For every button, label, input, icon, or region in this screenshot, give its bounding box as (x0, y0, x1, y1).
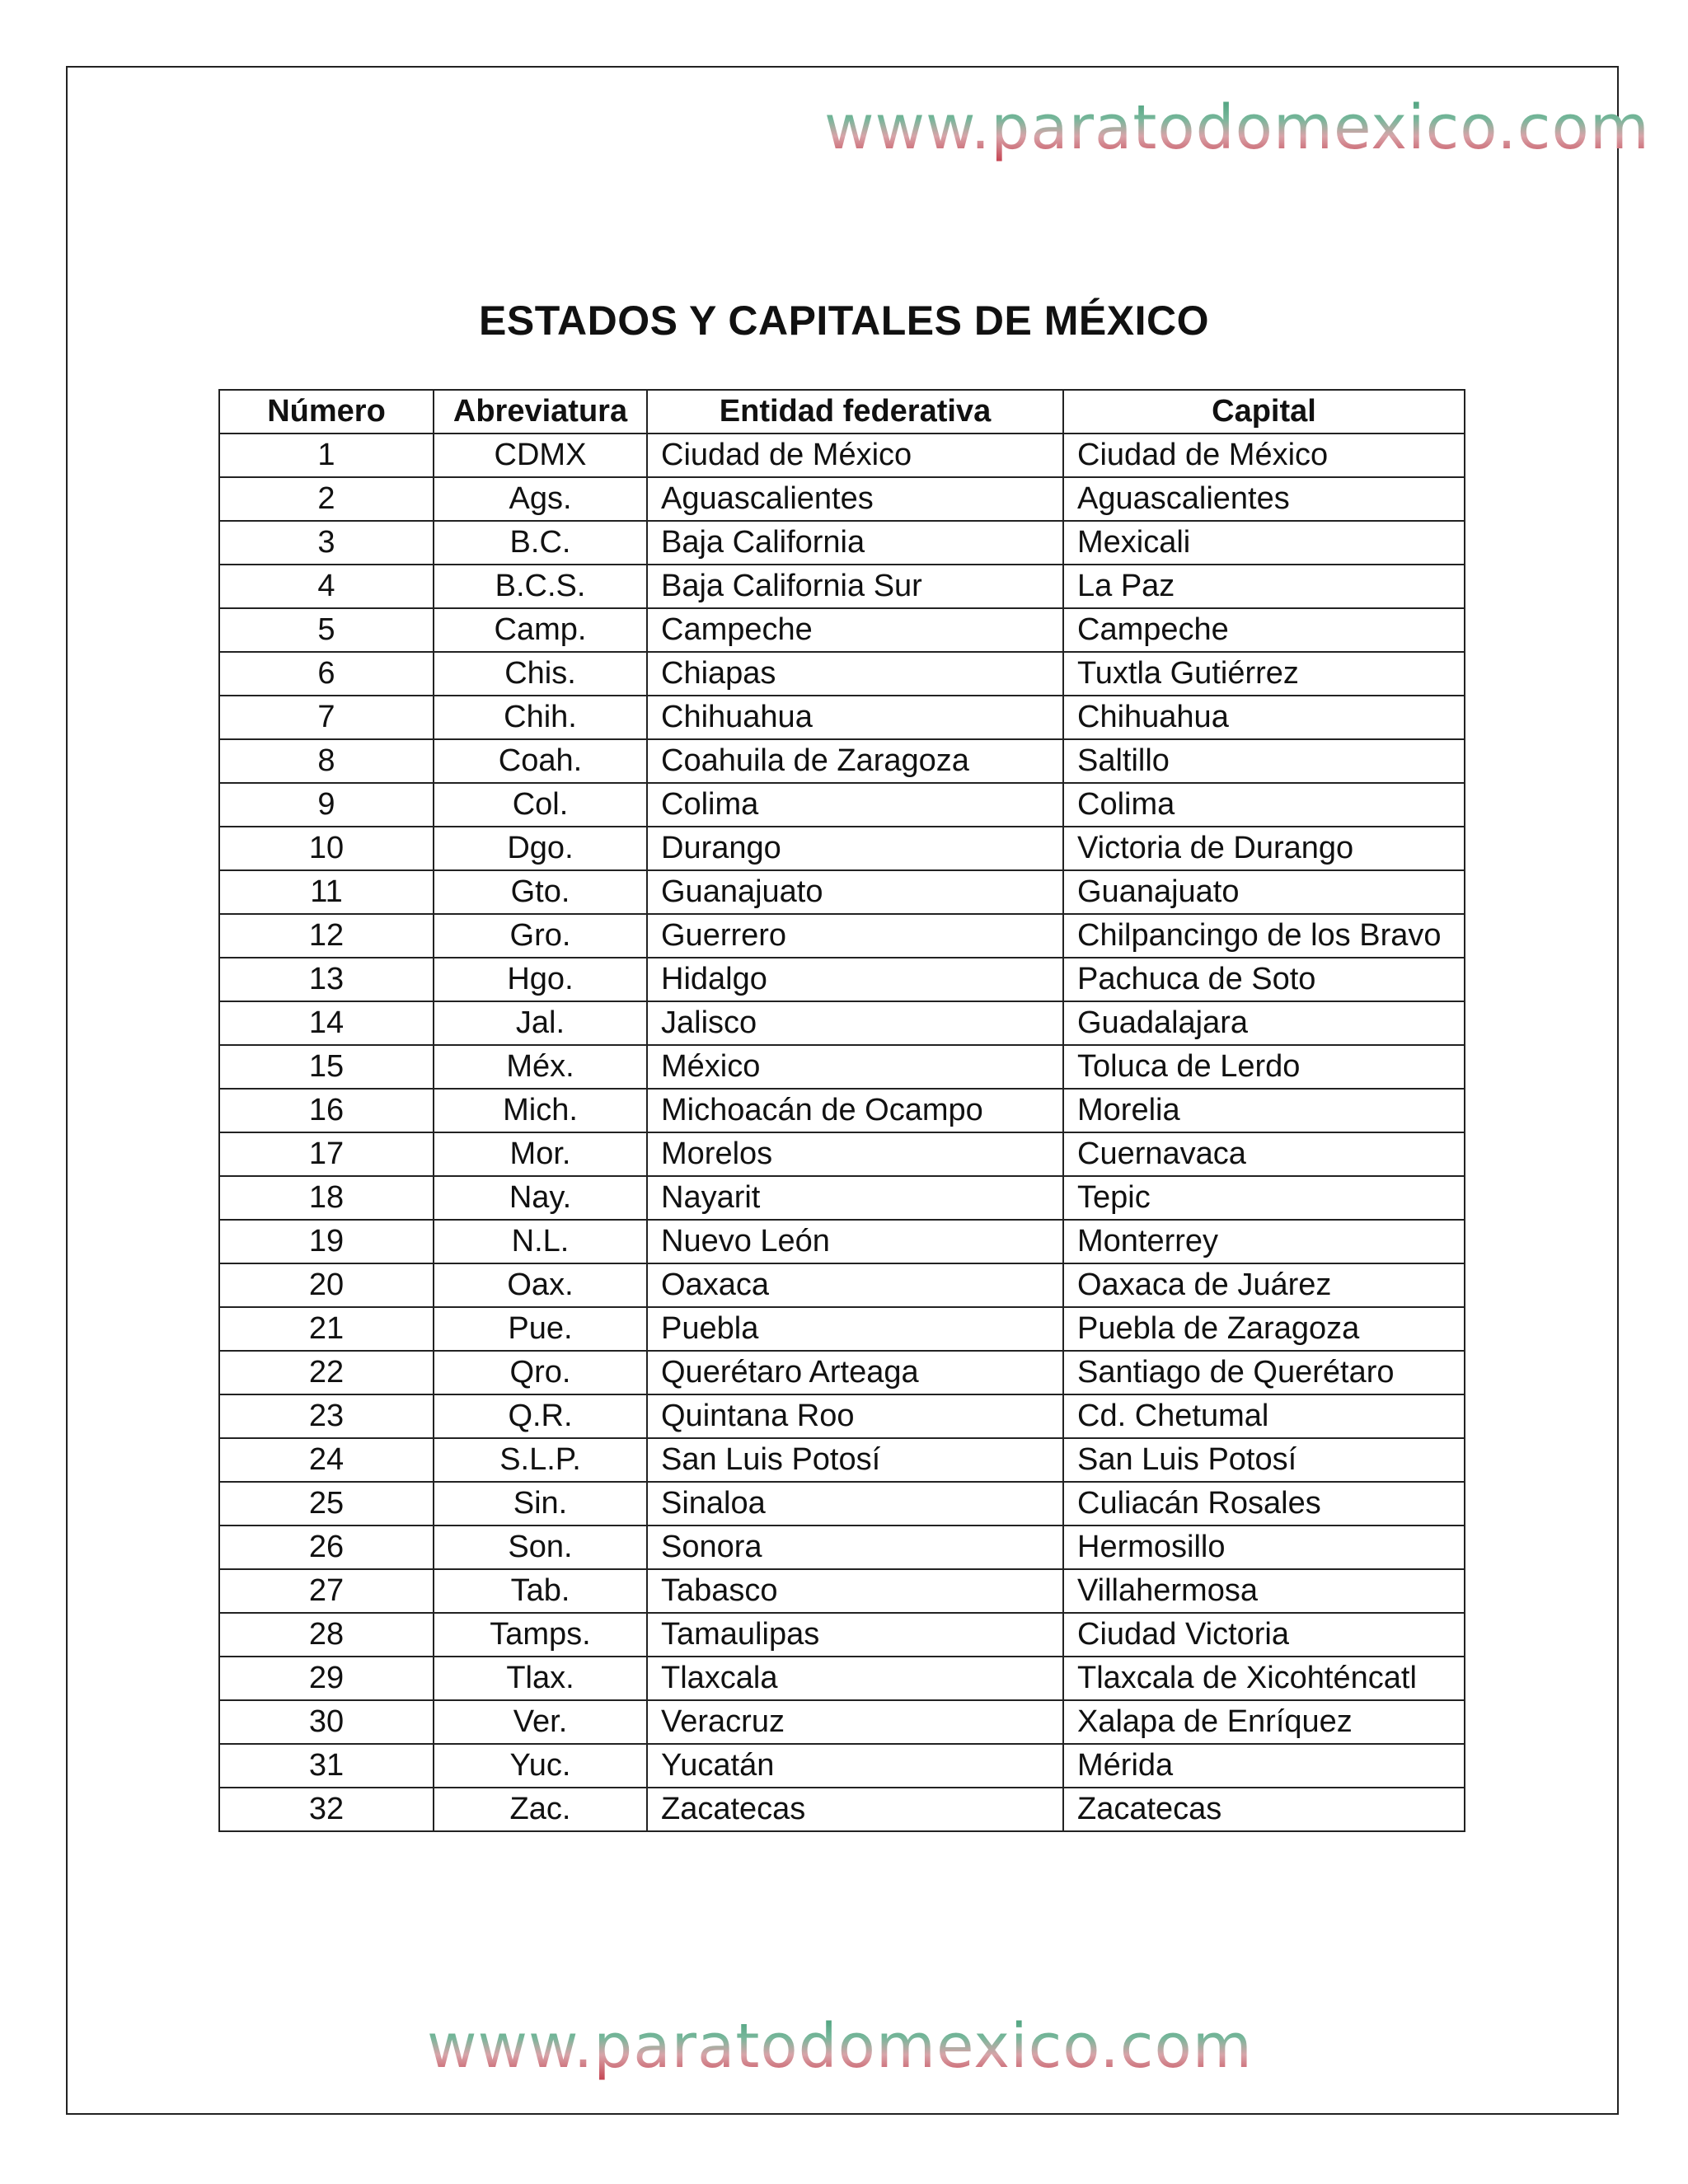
cell-numero: 27 (219, 1569, 434, 1613)
cell-entidad: Veracruz (647, 1700, 1063, 1744)
cell-abreviatura: Zac. (434, 1788, 647, 1831)
table-row (219, 870, 1465, 914)
cell-abreviatura: Ver. (434, 1700, 647, 1744)
header-numero: Número (219, 390, 434, 434)
table-row (219, 521, 1465, 565)
table-header-row (219, 390, 1465, 434)
cell-abreviatura: Yuc. (434, 1744, 647, 1788)
cell-capital: Chihuahua (1063, 696, 1465, 739)
cell-entidad: Jalisco (647, 1001, 1063, 1045)
table-row (219, 1176, 1465, 1220)
cell-abreviatura: Col. (434, 783, 647, 827)
table-row (219, 739, 1465, 783)
cell-abreviatura: Son. (434, 1526, 647, 1569)
header-capital: Capital (1063, 390, 1465, 434)
cell-entidad: Querétaro Arteaga (647, 1351, 1063, 1394)
table-row (219, 1569, 1465, 1613)
cell-numero: 15 (219, 1045, 434, 1089)
cell-abreviatura: B.C.S. (434, 565, 647, 608)
cell-capital: Campeche (1063, 608, 1465, 652)
cell-abreviatura: Chih. (434, 696, 647, 739)
cell-capital: Toluca de Lerdo (1063, 1045, 1465, 1089)
table-row (219, 1526, 1465, 1569)
cell-capital: Tuxtla Gutiérrez (1063, 652, 1465, 696)
cell-numero: 6 (219, 652, 434, 696)
cell-abreviatura: Mor. (434, 1132, 647, 1176)
cell-abreviatura: Coah. (434, 739, 647, 783)
table-row (219, 1744, 1465, 1788)
header-entidad-federativa: Entidad federativa (647, 390, 1063, 434)
cell-entidad: Colima (647, 783, 1063, 827)
cell-entidad: Ciudad de México (647, 434, 1063, 477)
cell-abreviatura: Nay. (434, 1176, 647, 1220)
cell-numero: 19 (219, 1220, 434, 1263)
cell-numero: 13 (219, 958, 434, 1001)
cell-capital: Monterrey (1063, 1220, 1465, 1263)
cell-abreviatura: Oax. (434, 1263, 647, 1307)
cell-entidad: Guanajuato (647, 870, 1063, 914)
cell-entidad: San Luis Potosí (647, 1438, 1063, 1482)
cell-abreviatura: CDMX (434, 434, 647, 477)
cell-abreviatura: Q.R. (434, 1394, 647, 1438)
cell-numero: 7 (219, 696, 434, 739)
table-row (219, 1700, 1465, 1744)
cell-abreviatura: N.L. (434, 1220, 647, 1263)
cell-entidad: Nuevo León (647, 1220, 1063, 1263)
cell-capital: Zacatecas (1063, 1788, 1465, 1831)
cell-numero: 14 (219, 1001, 434, 1045)
cell-numero: 28 (219, 1613, 434, 1657)
cell-entidad: Michoacán de Ocampo (647, 1089, 1063, 1132)
table-row (219, 1351, 1465, 1394)
cell-numero: 18 (219, 1176, 434, 1220)
cell-numero: 3 (219, 521, 434, 565)
cell-capital: Tepic (1063, 1176, 1465, 1220)
cell-entidad: Yucatán (647, 1744, 1063, 1788)
cell-abreviatura: Dgo. (434, 827, 647, 870)
cell-numero: 8 (219, 739, 434, 783)
cell-numero: 10 (219, 827, 434, 870)
cell-capital: Mérida (1063, 1744, 1465, 1788)
cell-capital: Pachuca de Soto (1063, 958, 1465, 1001)
cell-entidad: Tlaxcala (647, 1657, 1063, 1700)
table-row (219, 1788, 1465, 1831)
table-row (219, 608, 1465, 652)
cell-abreviatura: Méx. (434, 1045, 647, 1089)
table-row (219, 1045, 1465, 1089)
cell-abreviatura: Mich. (434, 1089, 647, 1132)
cell-capital: Tlaxcala de Xicohténcatl (1063, 1657, 1465, 1700)
cell-numero: 32 (219, 1788, 434, 1831)
cell-abreviatura: Chis. (434, 652, 647, 696)
cell-numero: 11 (219, 870, 434, 914)
cell-capital: Guanajuato (1063, 870, 1465, 914)
table-row (219, 696, 1465, 739)
cell-entidad: México (647, 1045, 1063, 1089)
cell-abreviatura: Jal. (434, 1001, 647, 1045)
cell-numero: 9 (219, 783, 434, 827)
cell-entidad: Hidalgo (647, 958, 1063, 1001)
watermark-top: www.paratodomexico.com (824, 92, 1650, 163)
cell-capital: Guadalajara (1063, 1001, 1465, 1045)
cell-abreviatura: Tab. (434, 1569, 647, 1613)
table-row (219, 565, 1465, 608)
table-body (219, 434, 1465, 1831)
cell-abreviatura: Sin. (434, 1482, 647, 1526)
cell-abreviatura: Hgo. (434, 958, 647, 1001)
cell-abreviatura: Pue. (434, 1307, 647, 1351)
cell-numero: 21 (219, 1307, 434, 1351)
cell-entidad: Coahuila de Zaragoza (647, 739, 1063, 783)
cell-abreviatura: Tamps. (434, 1613, 647, 1657)
cell-abreviatura: S.L.P. (434, 1438, 647, 1482)
cell-abreviatura: Ags. (434, 477, 647, 521)
cell-numero: 20 (219, 1263, 434, 1307)
cell-capital: San Luis Potosí (1063, 1438, 1465, 1482)
cell-capital: Saltillo (1063, 739, 1465, 783)
cell-entidad: Tamaulipas (647, 1613, 1063, 1657)
table-row (219, 1438, 1465, 1482)
table-row (219, 1657, 1465, 1700)
cell-entidad: Nayarit (647, 1176, 1063, 1220)
cell-entidad: Guerrero (647, 914, 1063, 958)
table-row (219, 1307, 1465, 1351)
cell-abreviatura: Qro. (434, 1351, 647, 1394)
table-row (219, 914, 1465, 958)
cell-numero: 12 (219, 914, 434, 958)
table-row (219, 1263, 1465, 1307)
table-row (219, 1089, 1465, 1132)
cell-entidad: Puebla (647, 1307, 1063, 1351)
cell-capital: Xalapa de Enríquez (1063, 1700, 1465, 1744)
cell-capital: Aguascalientes (1063, 477, 1465, 521)
cell-numero: 17 (219, 1132, 434, 1176)
cell-entidad: Sinaloa (647, 1482, 1063, 1526)
table-row (219, 1220, 1465, 1263)
cell-capital: Cd. Chetumal (1063, 1394, 1465, 1438)
cell-capital: Hermosillo (1063, 1526, 1465, 1569)
cell-numero: 31 (219, 1744, 434, 1788)
table-row (219, 958, 1465, 1001)
cell-capital: Ciudad Victoria (1063, 1613, 1465, 1657)
table-row (219, 1394, 1465, 1438)
cell-capital: Oaxaca de Juárez (1063, 1263, 1465, 1307)
cell-capital: Chilpancingo de los Bravo (1063, 914, 1465, 958)
cell-capital: Puebla de Zaragoza (1063, 1307, 1465, 1351)
cell-capital: Colima (1063, 783, 1465, 827)
table-row (219, 783, 1465, 827)
table-row (219, 652, 1465, 696)
cell-abreviatura: Tlax. (434, 1657, 647, 1700)
cell-numero: 5 (219, 608, 434, 652)
cell-capital: Santiago de Querétaro (1063, 1351, 1465, 1394)
cell-capital: Ciudad de México (1063, 434, 1465, 477)
cell-abreviatura: B.C. (434, 521, 647, 565)
cell-numero: 23 (219, 1394, 434, 1438)
cell-capital: La Paz (1063, 565, 1465, 608)
table-row (219, 1132, 1465, 1176)
cell-numero: 16 (219, 1089, 434, 1132)
cell-capital: Cuernavaca (1063, 1132, 1465, 1176)
cell-capital: Victoria de Durango (1063, 827, 1465, 870)
table-row (219, 827, 1465, 870)
cell-entidad: Aguascalientes (647, 477, 1063, 521)
table-row (219, 1001, 1465, 1045)
cell-capital: Culiacán Rosales (1063, 1482, 1465, 1526)
cell-entidad: Chihuahua (647, 696, 1063, 739)
cell-entidad: Durango (647, 827, 1063, 870)
cell-entidad: Chiapas (647, 652, 1063, 696)
cell-entidad: Baja California (647, 521, 1063, 565)
cell-numero: 30 (219, 1700, 434, 1744)
table-row (219, 477, 1465, 521)
cell-capital: Morelia (1063, 1089, 1465, 1132)
cell-abreviatura: Gto. (434, 870, 647, 914)
cell-numero: 22 (219, 1351, 434, 1394)
page-title: ESTADOS Y CAPITALES DE MÉXICO (479, 298, 1209, 344)
cell-entidad: Baja California Sur (647, 565, 1063, 608)
cell-abreviatura: Gro. (434, 914, 647, 958)
cell-entidad: Quintana Roo (647, 1394, 1063, 1438)
cell-abreviatura: Camp. (434, 608, 647, 652)
cell-entidad: Zacatecas (647, 1788, 1063, 1831)
cell-numero: 4 (219, 565, 434, 608)
cell-numero: 25 (219, 1482, 434, 1526)
cell-capital: Mexicali (1063, 521, 1465, 565)
cell-capital: Villahermosa (1063, 1569, 1465, 1613)
watermark-bottom: www.paratodomexico.com (427, 2011, 1253, 2082)
header-abreviatura: Abreviatura (434, 390, 647, 434)
cell-numero: 2 (219, 477, 434, 521)
table-row (219, 434, 1465, 477)
cell-numero: 1 (219, 434, 434, 477)
table-row (219, 1613, 1465, 1657)
cell-entidad: Morelos (647, 1132, 1063, 1176)
cell-numero: 24 (219, 1438, 434, 1482)
table-row (219, 1482, 1465, 1526)
states-capitals-table (218, 389, 1465, 1832)
cell-numero: 29 (219, 1657, 434, 1700)
cell-entidad: Sonora (647, 1526, 1063, 1569)
cell-entidad: Oaxaca (647, 1263, 1063, 1307)
cell-entidad: Campeche (647, 608, 1063, 652)
cell-numero: 26 (219, 1526, 434, 1569)
cell-entidad: Tabasco (647, 1569, 1063, 1613)
